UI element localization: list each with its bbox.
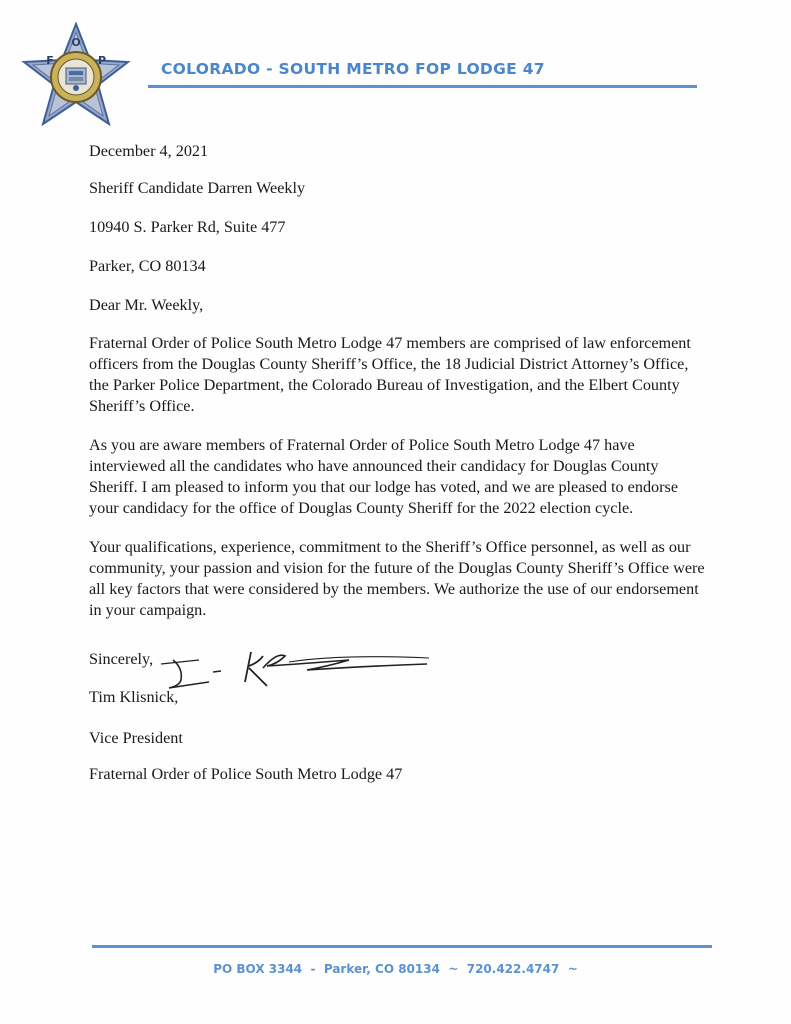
letter-date: December 4, 2021 <box>89 142 209 160</box>
closing: Sincerely, <box>89 650 154 668</box>
signer-title: Vice President <box>89 729 183 747</box>
fop-star-logo-icon <box>20 22 132 134</box>
letter-body <box>89 141 711 637</box>
logo-letter-p: P <box>97 54 107 67</box>
signer-organization: Fraternal Order of Police South Metro Lodge 47 <box>89 765 403 783</box>
recipient-address-line-1: 10940 S. Parker Rd, Suite 477 <box>89 218 286 236</box>
body-paragraph-1: Fraternal Order of Police South Metro Lodge 47 members are comprised of law enforcement officers from the Douglas County Sheriff’s Office, the 18 Judicial District Attorney’s Office, the Parker Police Department, the Colorado Bureau of Investigation, and the Elbert County Sheriff’s Office. <box>89 334 691 415</box>
footer-contact: PO BOX 3344 - Parker, CO 80134 ~ 720.422.4747 ~ <box>213 962 578 976</box>
logo-letter-o: O <box>71 36 81 49</box>
header-divider <box>148 85 697 88</box>
handwritten-signature-icon <box>159 642 449 692</box>
logo-letter-f: F <box>46 54 54 67</box>
letterhead-title: COLORADO - SOUTH METRO FOP LODGE 47 <box>161 60 545 78</box>
body-paragraph-2: As you are aware members of Fraternal Order of Police South Metro Lodge 47 have interviewed all the candidates who have announced their candidacy for Douglas County Sheriff. I am pleased to inform you that our lodge has voted, and we are pleased to endorse your candidacy for the office of Douglas County Sheriff for the 2022 election cycle. <box>89 436 679 517</box>
body-paragraph-3: Your qualifications, experience, commitment to the Sheriff’s Office personnel, as well as our community, your passion and vision for the future of the Douglas County Sheriff’s Office were all key factors that were considered by the members. We authorize the use of our endorsement in your campaign. <box>89 538 705 619</box>
recipient-name: Sheriff Candidate Darren Weekly <box>89 179 306 197</box>
salutation: Dear Mr. Weekly, <box>89 296 204 314</box>
recipient-address-line-2: Parker, CO 80134 <box>89 257 206 275</box>
signer-name: Tim Klisnick, <box>89 688 179 706</box>
footer-divider <box>92 945 712 948</box>
